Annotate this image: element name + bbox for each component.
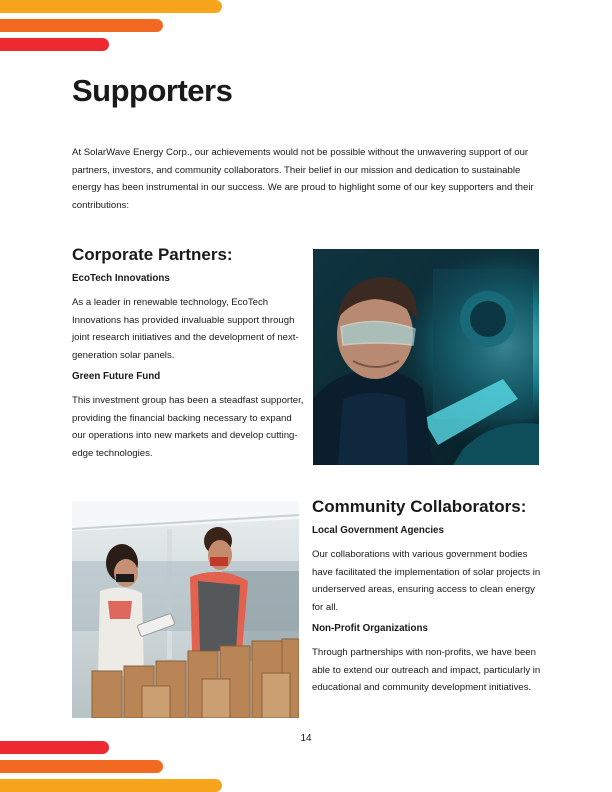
page-number: 14 bbox=[300, 733, 312, 744]
partner-description: As a leader in renewable technology, EcoTech Innovations has provided invaluable support through joint research initiatives and the development of next-generation solar panels. bbox=[72, 297, 299, 361]
intro-paragraph: At SolarWave Energy Corp., our achievements would not be possible without the unwavering support of our partners, investors, and community collaborators. Their belief in our mission and dedication to sustainable energy has been instrumental in our success. We are proud to highlight some of our key supporters and their contributions: bbox=[72, 147, 534, 211]
collaborator-name: Local Government Agencies bbox=[312, 525, 444, 536]
technician-illustration bbox=[313, 249, 539, 465]
page-title: Supporters bbox=[72, 73, 233, 108]
corporate-partners-heading: Corporate Partners: bbox=[72, 245, 233, 264]
partner-name: Green Future Fund bbox=[72, 371, 161, 382]
bottom-bar-red bbox=[0, 741, 109, 754]
partner-name: EcoTech Innovations bbox=[72, 273, 170, 284]
volunteers-illustration bbox=[72, 501, 299, 718]
corporate-partners-section bbox=[72, 244, 304, 462]
collaborator-description: Through partnerships with non-profits, we have been able to extend our outreach and impact, particularly in educational and community development initiatives. bbox=[312, 647, 541, 693]
top-bar-mid bbox=[0, 19, 163, 32]
top-bar-orange bbox=[0, 0, 222, 13]
top-bar-red bbox=[0, 38, 109, 51]
volunteers-photo bbox=[72, 501, 299, 718]
community-collaborators-heading: Community Collaborators: bbox=[312, 497, 527, 516]
technician-photo bbox=[313, 249, 539, 465]
partner-description: This investment group has been a steadfast supporter, providing the financial backing necessary to expand our operations into new markets and develop cutting-edge technologies. bbox=[72, 395, 304, 459]
collaborator-description: Our collaborations with various government bodies have facilitated the implementation of solar projects in underserved areas, ensuring access to clean energy for all. bbox=[312, 549, 541, 613]
collaborator-name: Non-Profit Organizations bbox=[312, 623, 428, 634]
bottom-bar-orange bbox=[0, 779, 222, 792]
bottom-bar-mid bbox=[0, 760, 163, 773]
community-collaborators-section bbox=[312, 496, 544, 697]
